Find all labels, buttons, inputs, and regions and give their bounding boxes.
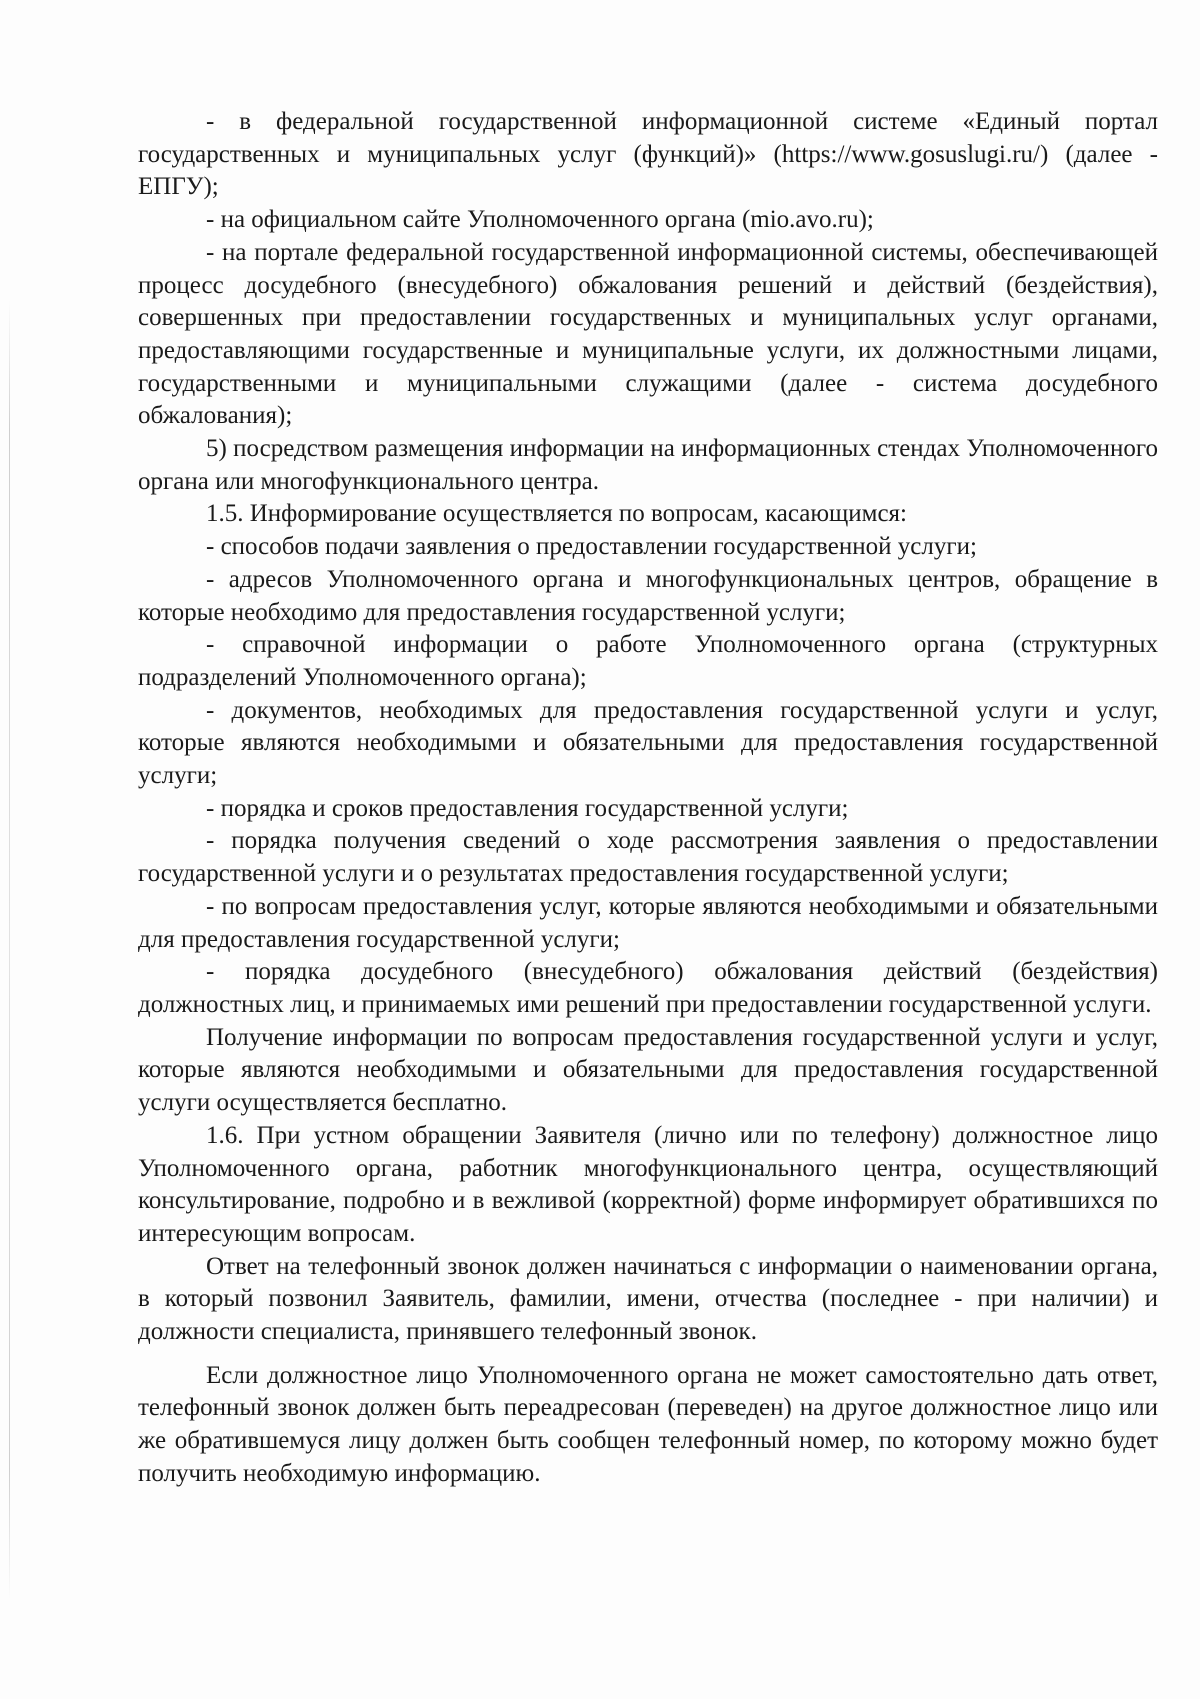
scan-edge-line bbox=[9, 300, 10, 1600]
paragraph-progress-info: - порядка получения сведений о ходе рассмотрения заявления о предоставлении государственной услуги и о результатах предоставления государственной услуги; bbox=[138, 827, 1158, 888]
paragraph-pretrial-appeal: - порядка досудебного (внесудебного) обжалования действий (бездействия) должностных лиц, и принимаемых ими решений при предоставлении государственной услуги. bbox=[138, 958, 1158, 1018]
paragraph-info-stands: 5) посредством размещения информации на информационных стендах Уполномоченного органа или многофункционального центра. bbox=[138, 435, 1158, 495]
paragraph-terms: - порядка и сроков предоставления государственной услуги; bbox=[206, 794, 849, 822]
paragraph-phone-answer: Ответ на телефонный звонок должен начинаться с информации о наименовании органа, в который позвонил Заявитель, фамилии, имени, отчества (последнее - при наличии) и должности специалиста, принявшего телефонный звонок. bbox=[138, 1252, 1158, 1346]
paragraph-application-methods: - способов подачи заявления о предоставлении государственной услуги; bbox=[206, 533, 977, 561]
paragraph-redirect: Если должностное лицо Уполномоченного органа не может самостоятельно дать ответ, телефонный звонок должен быть переадресован (переведен) на другое должностное лицо или же обратившемуся лицу должен быть сообщен телефонный номер, по которому можно будет получить необходимую информацию. bbox=[138, 1361, 1158, 1487]
paragraph-reference-info: - справочной информации о работе Уполномоченного органа (структурных подразделений Уполномоченного органа); bbox=[138, 631, 1158, 691]
paragraph-official-site: - на официальном сайте Уполномоченного органа (mio.avo.ru); bbox=[206, 206, 874, 234]
paragraph-required-services: - по вопросам предоставления услуг, которые являются необходимыми и обязательными для предоставления государственной услуги; bbox=[138, 892, 1158, 953]
paragraph-addresses: - адресов Уполномоченного органа и многофункциональных центров, обращение в которые необходимо для предоставления государственной услуги; bbox=[138, 565, 1158, 626]
paragraph-free-of-charge: Получение информации по вопросам предоставления государственной услуги и услуг, которые являются необходимыми и обязательными для предоставления государственной услуги осуществляется бесплатно. bbox=[138, 1023, 1158, 1117]
document-body bbox=[138, 106, 1158, 1491]
paragraph-documents: - документов, необходимых для предоставления государственной услуги и услуг, которые являются необходимыми и обязательными для предоставления государственной услуги; bbox=[138, 696, 1158, 790]
paragraph-1-6-oral-request: 1.6. При устном обращении Заявителя (лично или по телефону) должностное лицо Уполномоченного органа, работник многофункционального центра, осуществляющий консультирование, подробно и в вежливой (корректной) форме информирует обратившихся по интересующим вопросам. bbox=[138, 1121, 1158, 1247]
paragraph-appeal-system: - на портале федеральной государственной информационной системы, обеспечивающей процесс досудебного (внесудебного) обжалования решений и действий (бездействия), совершенных при предоставлении государственных и муниципальных услуг органами, предоставляющими государственные и муниципальные услуги, их должностными лицами, государственными и муниципальными служащими (далее - система досудебного обжалования); bbox=[138, 238, 1158, 430]
paragraph-1-5-heading: 1.5. Информирование осуществляется по вопросам, касающимся: bbox=[206, 500, 907, 528]
paragraph-epgu: - в федеральной государственной информационной системе «Единый портал государственных и муниципальных услуг (функций)» (https://www.gosuslugi.ru/) (далее - ЕПГУ); bbox=[138, 108, 1158, 201]
